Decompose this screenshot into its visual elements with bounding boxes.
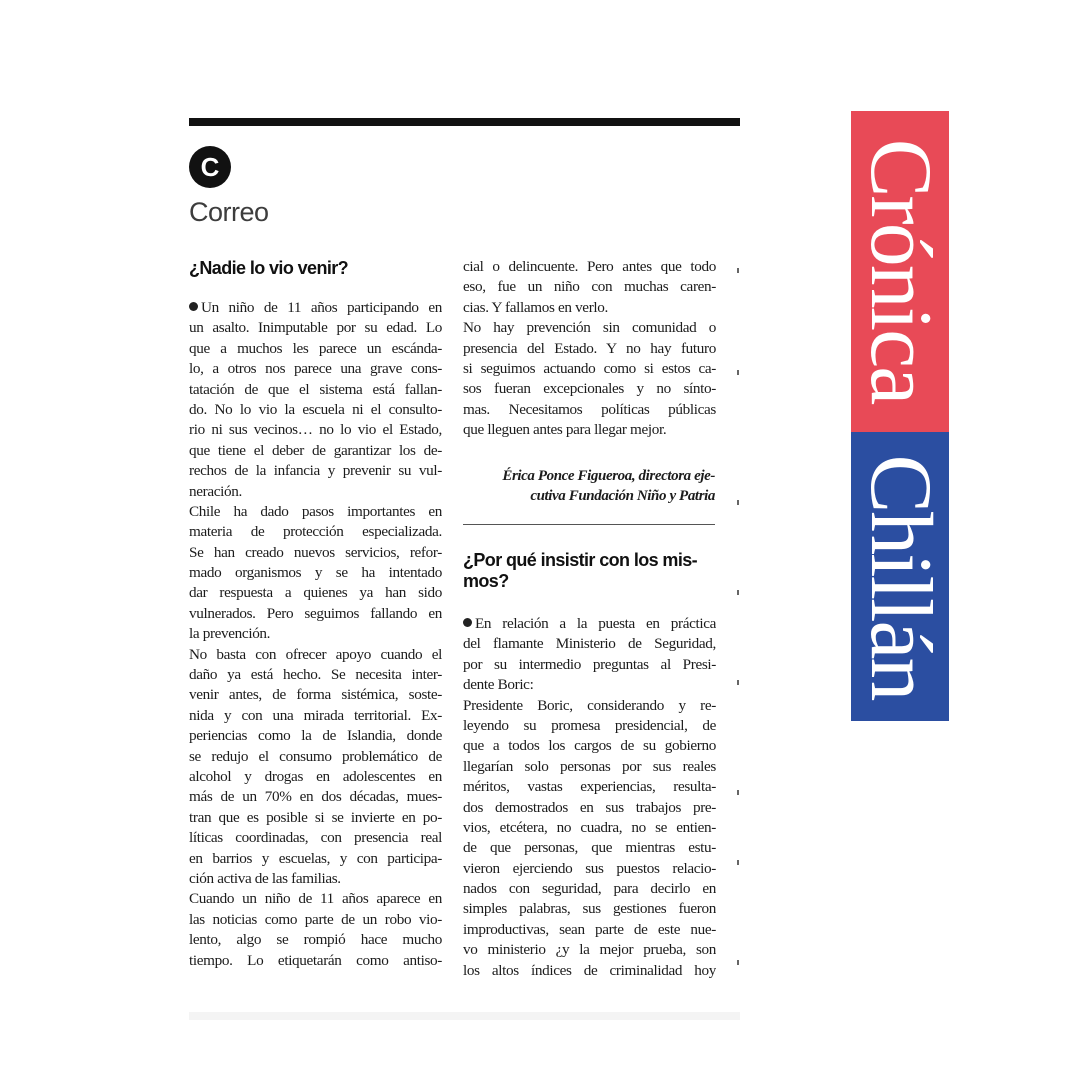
text-line — [189, 869, 442, 889]
text-line-content: un asalto. Inimputable por su edad. Lo — [189, 319, 442, 337]
section-title: Correo — [189, 197, 269, 227]
text-line — [463, 339, 716, 359]
text-line — [189, 583, 442, 603]
text-line-content: lo, a otros nos parece una grave cons- — [189, 360, 442, 378]
text-line-content: daño ya está hecho. Se necesita inter- — [189, 666, 442, 684]
text-line — [189, 726, 442, 746]
text-line — [189, 910, 442, 930]
text-line — [463, 614, 716, 634]
text-line-content: lento, algo se rompió hace mucho — [189, 931, 442, 949]
text-line — [463, 257, 716, 277]
text-line-content: Presidente Boric, considerando y re- — [463, 696, 716, 714]
text-line-content: Cuando un niño de 11 años aparece en — [189, 890, 442, 908]
text-line — [189, 951, 442, 971]
text-line — [463, 798, 716, 818]
section-logo-letter: C — [200, 151, 220, 182]
text-line-content: que tiene el deber de garantizar los de- — [189, 441, 442, 459]
text-line — [189, 318, 442, 338]
article1-headline: ¿Nadie lo vio venir? — [189, 258, 349, 278]
text-line-content: tiempo. Lo etiquetarán como antiso- — [189, 951, 442, 969]
text-line-content: la prevención. — [189, 625, 271, 643]
text-line — [189, 522, 442, 542]
text-line-content: alcohol y drogas en adolescentes en — [189, 767, 442, 785]
page-bottom-edge — [189, 1012, 740, 1020]
text-line — [189, 706, 442, 726]
text-line — [189, 461, 442, 481]
text-line-content: sos fueran excepcionales y no sínto- — [463, 380, 716, 398]
text-line-content: rio ni sus vecinos… no lo vio el Estado, — [189, 421, 442, 439]
text-line — [463, 777, 716, 797]
brand-logo — [851, 111, 949, 721]
text-line — [189, 624, 442, 644]
text-line — [463, 920, 716, 940]
text-line — [463, 400, 716, 420]
text-line-content: Chile ha dado pasos importantes en — [189, 502, 442, 520]
text-line — [189, 339, 442, 359]
text-line-content: improductivas, sean parte de este nue- — [463, 920, 716, 938]
text-line — [189, 889, 442, 909]
text-line-content: más de un 70% en dos décadas, mues- — [189, 788, 442, 806]
text-line — [189, 298, 442, 318]
text-line — [463, 736, 716, 756]
article1-column-left — [189, 298, 442, 971]
text-line — [463, 757, 716, 777]
text-line — [189, 930, 442, 950]
text-line — [463, 634, 716, 654]
text-line-content: Se han creado nuevos servicios, refor- — [189, 543, 442, 561]
text-line-content: ción activa de las familias. — [189, 869, 341, 887]
text-line-content: por su intermedio preguntas al Presi- — [463, 655, 716, 673]
bullet-icon — [189, 302, 198, 311]
text-line — [463, 961, 716, 981]
text-line-content: los altos índices de criminalidad hoy — [463, 961, 716, 979]
brand-word-chillan: Chillán — [852, 454, 949, 700]
text-line-content: las noticias como parte de un robo vio- — [189, 910, 442, 928]
text-line-content: nados con seguridad, para decirlo en — [463, 880, 716, 898]
text-line — [189, 482, 442, 502]
text-line — [463, 818, 716, 838]
text-line-content: vieron ejerciendo sus puestos relacio- — [463, 859, 716, 877]
article1-column-right — [463, 257, 716, 441]
text-line-content: de que personas, que mientras estu- — [463, 839, 716, 857]
text-line-content: mado organismos y se ha intentado — [189, 564, 442, 582]
bullet-icon — [463, 618, 472, 627]
text-line — [463, 838, 716, 858]
text-line-content: vo ministerio ¿y la mejor prueba, son — [463, 941, 716, 959]
text-line — [189, 645, 442, 665]
signature-line: Érica Ponce Figueroa, directora eje- — [502, 468, 715, 484]
text-line-content: nida y con una mirada territorial. Ex- — [189, 706, 442, 724]
text-line-content: dente Boric: — [463, 676, 534, 694]
text-line — [463, 716, 716, 736]
text-line — [463, 696, 716, 716]
text-line-content: presencia del Estado. Y no hay futuro — [463, 339, 716, 357]
article1-body-right — [463, 257, 716, 441]
text-line-content: simples palabras, sus gestiones fueron — [463, 900, 716, 918]
text-line-content: dar respuesta a quienes ya han sido — [189, 584, 442, 602]
headline-line: ¿Por qué insistir con los mis- — [463, 550, 698, 570]
text-line — [463, 359, 716, 379]
text-line-content: que lleguen antes para llegar mejor. — [463, 421, 667, 439]
text-line — [463, 879, 716, 899]
article2-body — [463, 614, 716, 981]
text-line — [189, 380, 442, 400]
text-line-content: tatación de que el sistema está fallan- — [189, 380, 442, 398]
text-line-content: No hay prevención sin comunidad o — [463, 319, 716, 337]
article2-column — [463, 614, 716, 981]
text-line — [189, 400, 442, 420]
brand-word-cronica: Crónica — [852, 138, 949, 404]
text-line — [189, 665, 442, 685]
text-line-content: eso, fue un niño con muchas caren- — [463, 278, 716, 296]
text-line-content: periencias como la de Islandia, donde — [189, 727, 442, 745]
top-rule — [189, 118, 740, 126]
text-line — [463, 318, 716, 338]
text-line-content: cias. Y fallamos en verlo. — [463, 298, 608, 316]
text-line-content: en barrios y escuelas, y con participa- — [189, 849, 442, 867]
text-line-content: venir antes, de forma sistémica, soste- — [189, 686, 442, 704]
text-line — [463, 940, 716, 960]
headline-line: mos? — [463, 571, 509, 591]
text-line — [189, 685, 442, 705]
text-line — [463, 675, 716, 695]
text-line-content: méritos, vastas experiencias, resulta- — [463, 778, 716, 796]
article1-signature — [463, 466, 715, 506]
text-line-content: tran que es posible si se invierte en po- — [189, 808, 442, 826]
article-divider — [463, 524, 715, 525]
text-line — [463, 298, 716, 318]
text-line-content: rechos de la infancia y prevenir su vul- — [189, 462, 442, 480]
text-line-content: líticas coordinadas, con presencia real — [189, 829, 442, 847]
text-line — [189, 849, 442, 869]
text-line — [189, 441, 442, 461]
text-line-content: No basta con ofrecer apoyo cuando el — [189, 645, 442, 663]
text-line-content: llegarían solo personas por sus reales — [463, 757, 716, 775]
text-line — [189, 787, 442, 807]
text-line — [463, 277, 716, 297]
article2-headline — [463, 550, 697, 592]
text-line-content: que a muchos les parece un escánda- — [189, 339, 442, 357]
text-line — [463, 655, 716, 675]
text-line — [189, 808, 442, 828]
text-line-content: En relación a la puesta en práctica — [475, 615, 716, 632]
page-edge-marks — [737, 260, 740, 1000]
text-line — [189, 828, 442, 848]
text-line-content: cial o delincuente. Pero antes que todo — [463, 258, 716, 275]
text-line-content: materia de protección especializada. — [189, 523, 442, 541]
text-line-content: si seguimos actuando como si estos ca- — [463, 359, 716, 377]
text-line-content: dos demostrados en sus trabajos pre- — [463, 798, 716, 816]
text-line-content: del flamante Ministerio de Seguridad, — [463, 635, 716, 653]
text-line-content: leyendo su promesa presidencial, de — [463, 716, 716, 734]
text-line — [463, 899, 716, 919]
text-line — [189, 563, 442, 583]
text-line — [189, 747, 442, 767]
text-line-content: mas. Necesitamos políticas públicas — [463, 400, 716, 418]
text-line-content: do. No lo vio la escuela ni el consulto- — [189, 400, 442, 418]
text-line-content: neración. — [189, 482, 242, 500]
text-line — [189, 767, 442, 787]
text-line-content: se redujo el consumo problemático de — [189, 747, 442, 765]
article1-body-left — [189, 298, 442, 971]
text-line-content: vios, etcétera, no cuadra, no se entien- — [463, 818, 716, 836]
text-line — [189, 502, 442, 522]
text-line — [189, 543, 442, 563]
section-logo-icon — [189, 146, 231, 188]
text-line-content: que a todos los cargos de su gobierno — [463, 737, 716, 755]
text-line — [463, 379, 716, 399]
text-line-content: vulnerados. Pero seguimos fallando en — [189, 604, 442, 622]
text-line — [189, 359, 442, 379]
text-line — [463, 420, 716, 440]
text-line — [189, 420, 442, 440]
text-line — [463, 859, 716, 879]
text-line-content: Un niño de 11 años participando en — [201, 299, 442, 316]
text-line — [189, 604, 442, 624]
signature-line: cutiva Fundación Niño y Patria — [530, 488, 715, 504]
